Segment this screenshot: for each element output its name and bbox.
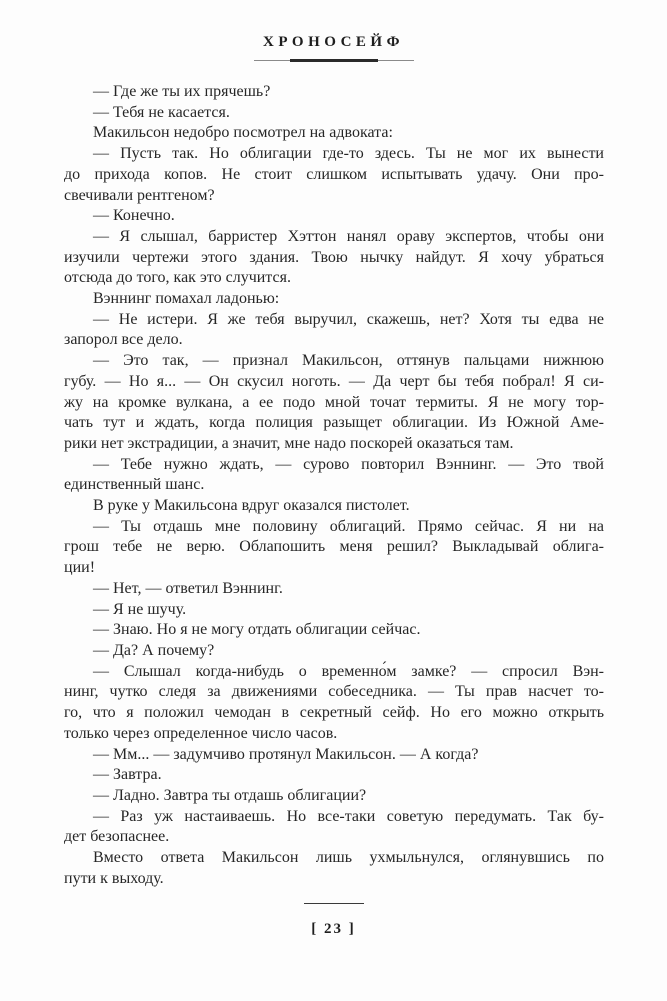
text-line: Макильсон недобро посмотрел на адвоката:: [93, 124, 393, 142]
text-line: — Раз уж настаиваешь. Но все-таки советую передумать. Так бу-: [93, 807, 604, 825]
text-body: [64, 82, 604, 889]
text-line: только через определенное число часов.: [64, 724, 338, 742]
text-line: запорол все дело.: [64, 331, 183, 349]
text-line: до прихода копов. Не стоит слишком испытывать удачу. Они про-: [64, 165, 604, 183]
text-line: чать тут и ждать, когда полиция разыщет облигации. Из Южной Аме-: [64, 414, 604, 432]
text-line: — Я слышал, барристер Хэттон нанял ораву экспертов, чтобы они: [93, 227, 604, 245]
text-line: дет безопаснее.: [64, 828, 170, 846]
page-title: ХРОНОСЕЙФ: [263, 34, 404, 50]
text-line: — Я не шучу.: [93, 600, 187, 618]
text-line: Вэннинг помахал ладонью:: [93, 290, 280, 308]
text-line: изучили чертежи этого здания. Твою нычку найдут. Я хочу убраться: [64, 248, 604, 266]
text-line: — Знаю. Но я не могу отдать облигации сейчас.: [93, 621, 421, 639]
text-line: — Это так, — признал Макильсон, оттянув пальцами нижнюю: [93, 352, 604, 370]
text-line: губу. — Но я... — Он скусил ноготь. — Да черт бы тебя побрал! Я си-: [64, 372, 604, 390]
running-header: [0, 0, 667, 62]
text-line: — Тебя не касается.: [93, 103, 230, 121]
text-line: — Конечно.: [93, 207, 175, 225]
text-line: — Ты отдашь мне половину облигаций. Прямо сейчас. Я ни на: [93, 517, 604, 535]
text-line: жу на кромке вулкана, а ее подо мной точат термиты. Я не могу тор-: [64, 393, 604, 411]
text-line: — Ладно. Завтра ты отдашь облигации?: [93, 786, 367, 804]
text-line: грош тебе не верю. Облапошить меня решил? Выкладывай облига-: [64, 538, 604, 556]
text-line: — Да? А почему?: [93, 641, 215, 659]
text-line: го, что я положил чемодан в секретный сейф. Но его можно открыть: [64, 704, 604, 722]
text-line: единственный шанс.: [64, 476, 205, 494]
page-number: [ 23 ]: [311, 921, 356, 938]
footer-ornament-rule: [304, 903, 364, 904]
text-line: — Где же ты их прячешь?: [93, 83, 271, 100]
text-line: нинг, чутко следя за движениями собеседника. — Ты прав насчет то-: [64, 683, 604, 701]
text-line: — Тебе нужно ждать, — сурово повторил Вэннинг. — Это твой: [93, 455, 604, 473]
header-ornament-rule: [254, 59, 414, 62]
text-line: свечивали рентгеном?: [64, 186, 215, 204]
text-line: Вместо ответа Макильсон лишь ухмыльнулся, оглянувшись по: [93, 849, 604, 867]
text-line: — Мм... — задумчиво протянул Макильсон. — А когда?: [93, 745, 479, 763]
text-line: отсюда до того, как это случится.: [64, 269, 291, 287]
text-line: пути к выходу.: [64, 869, 164, 887]
text-line: — Не истери. Я же тебя выручил, скажешь, нет? Хотя ты едва не: [93, 310, 604, 328]
text-line: — Слышал когда-нибудь о временно́м замке? — спросил Вэн-: [93, 662, 604, 680]
text-line: В руке у Макильсона вдруг оказался пистолет.: [93, 497, 410, 515]
ornament-thick-line: [290, 59, 378, 62]
text-line: — Нет, — ответил Вэннинг.: [93, 579, 283, 597]
text-line: рики нет экстрадиции, а значит, мне надо поскорей оказаться там.: [64, 434, 514, 452]
text-line: — Завтра.: [93, 766, 162, 784]
text-line: ции!: [64, 559, 96, 577]
text-line: — Пусть так. Но облигации где-то здесь. Ты не мог их вынести: [93, 145, 604, 163]
